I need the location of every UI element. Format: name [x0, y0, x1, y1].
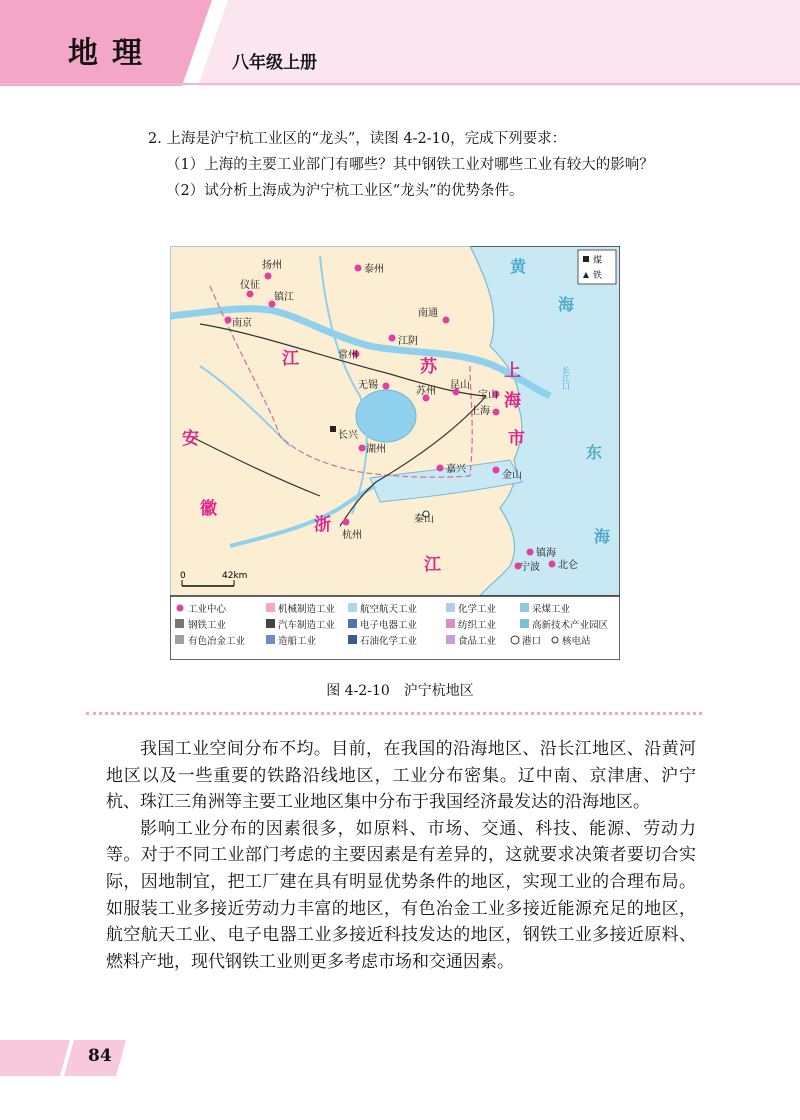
- svg-text:有色冶金工业: 有色冶金工业: [188, 636, 246, 647]
- svg-text:上海: 上海: [470, 406, 490, 417]
- sea-label-huang: 黄: [510, 257, 527, 276]
- figure-caption: 图 4-2-10 沪宁杭地区: [326, 683, 474, 699]
- exercise-sub-1: （1）上海的主要工业部门有哪些？其中钢铁工业对哪些工业有较大的影响？: [166, 157, 654, 173]
- page-tab: [0, 1040, 140, 1076]
- svg-text:泰州: 泰州: [364, 264, 384, 275]
- body-text: [106, 736, 696, 975]
- province-label-jiang: 江: [282, 349, 299, 369]
- svg-text:常州: 常州: [338, 350, 358, 361]
- province-label-hui: 徽: [200, 499, 217, 519]
- svg-text:苏州: 苏州: [416, 386, 436, 397]
- province-label-su: 苏: [420, 357, 437, 377]
- exercise-sub-2: （2）试分析上海成为沪宁杭工业区“龙头”的优势条件。: [166, 183, 524, 199]
- page-number: 84: [88, 1046, 112, 1066]
- svg-text:扬州: 扬州: [262, 260, 282, 271]
- sea-label-hai2: 海: [594, 527, 611, 546]
- svg-text:汽车制造工业: 汽车制造工业: [278, 620, 336, 631]
- svg-text:钢铁工业: 钢铁工业: [188, 620, 227, 631]
- svg-text:港口: 港口: [522, 636, 542, 647]
- sea-label-dong: 东: [586, 443, 603, 462]
- svg-text:无锡: 无锡: [358, 380, 378, 391]
- svg-text:金山: 金山: [502, 470, 522, 481]
- province-label-an: 安: [182, 429, 199, 449]
- svg-text:工业中心: 工业中心: [188, 604, 227, 615]
- city-baoshan: [478, 388, 500, 401]
- corner-legend-iron: 铁: [593, 271, 603, 281]
- svg-text:湖州: 湖州: [366, 444, 386, 455]
- svg-text:昆山: 昆山: [450, 380, 470, 391]
- divider: [86, 712, 702, 715]
- province-label-shi: 市: [508, 429, 525, 449]
- legend-high-tech: [520, 619, 609, 631]
- svg-text:宝山: 宝山: [478, 390, 498, 401]
- svg-text:航空航天工业: 航空航天工业: [360, 604, 418, 615]
- city-changzhou: [338, 348, 360, 361]
- svg-text:镇海: 镇海: [536, 548, 556, 559]
- svg-text:仪征: 仪征: [240, 280, 260, 291]
- svg-text:食品工业: 食品工业: [458, 636, 497, 647]
- svg-text:采煤工业: 采煤工业: [532, 604, 571, 615]
- svg-text:南京: 南京: [232, 318, 252, 329]
- industry-map: [170, 246, 620, 660]
- paragraph-2: 影响工业分布的因素很多，如原料、市场、交通、科技、能源、劳动力等。对于不同工业部门考虑的主要因素是有差异的，这就要求决策者要切合实际，因地制宜，把工厂建在具有明显优势条件的地区，实现工业的合理布局。如服装工业多接近劳动力丰富的地区，有色冶金工业多接近能源充足的地区，航空航天工业、电子电器工业多接近科技发达的地区，钢铁工业多接近原料、燃料产地，现代钢铁工业则更多考虑市场和交通因素。: [106, 818, 696, 972]
- svg-text:宁波: 宁波: [520, 562, 540, 573]
- sea-label-hai1: 海: [558, 295, 575, 314]
- svg-text:江阴: 江阴: [398, 336, 418, 347]
- svg-text:秦山: 秦山: [414, 514, 434, 525]
- subject-title: 地理: [68, 36, 156, 71]
- exercise-block: [104, 126, 664, 204]
- exercise-question: 2. 上海是沪宁杭工业区的“龙头”，读图 4-2-10，完成下列要求：: [148, 131, 567, 147]
- svg-text:纺织工业: 纺织工业: [458, 620, 497, 631]
- svg-text:南通: 南通: [418, 308, 438, 319]
- svg-text:核电站: 核电站: [562, 636, 591, 647]
- province-label-zhe: 浙: [314, 515, 331, 535]
- province-label-shang: 上: [504, 361, 521, 381]
- city-qinshan: [414, 511, 434, 525]
- svg-text:0: 0: [180, 571, 186, 581]
- svg-text:长兴: 长兴: [338, 430, 358, 441]
- river-mouth-label: 长江口: [561, 366, 571, 390]
- svg-text:42km: 42km: [222, 571, 248, 581]
- svg-text:镇江: 镇江: [274, 292, 294, 303]
- svg-text:化学工业: 化学工业: [458, 604, 497, 615]
- svg-text:高新技术产业园区: 高新技术产业园区: [532, 620, 609, 631]
- svg-text:机械制造工业: 机械制造工业: [278, 604, 336, 615]
- svg-text:石油化学工业: 石油化学工业: [360, 636, 418, 647]
- grade-title: 八年级上册: [232, 53, 317, 73]
- svg-text:电子电器工业: 电子电器工业: [360, 620, 418, 631]
- svg-text:杭州: 杭州: [342, 530, 362, 541]
- province-label-hai: 海: [504, 391, 521, 411]
- svg-text:造船工业: 造船工业: [278, 636, 317, 647]
- corner-legend-coal: 煤: [593, 256, 603, 266]
- svg-text:嘉兴: 嘉兴: [446, 464, 466, 475]
- paragraph-1: 我国工业空间分布不均。目前，在我国的沿海地区、沿长江地区、沿黄河地区以及一些重要的铁路沿线地区，工业分布密集。辽中南、京津唐、沪宁杭、珠江三角洲等主要工业地区集中分布于我国经济最发达的沿海地区。: [106, 739, 696, 813]
- province-label-jiang2: 江: [424, 555, 441, 575]
- svg-text:北仑: 北仑: [558, 560, 578, 571]
